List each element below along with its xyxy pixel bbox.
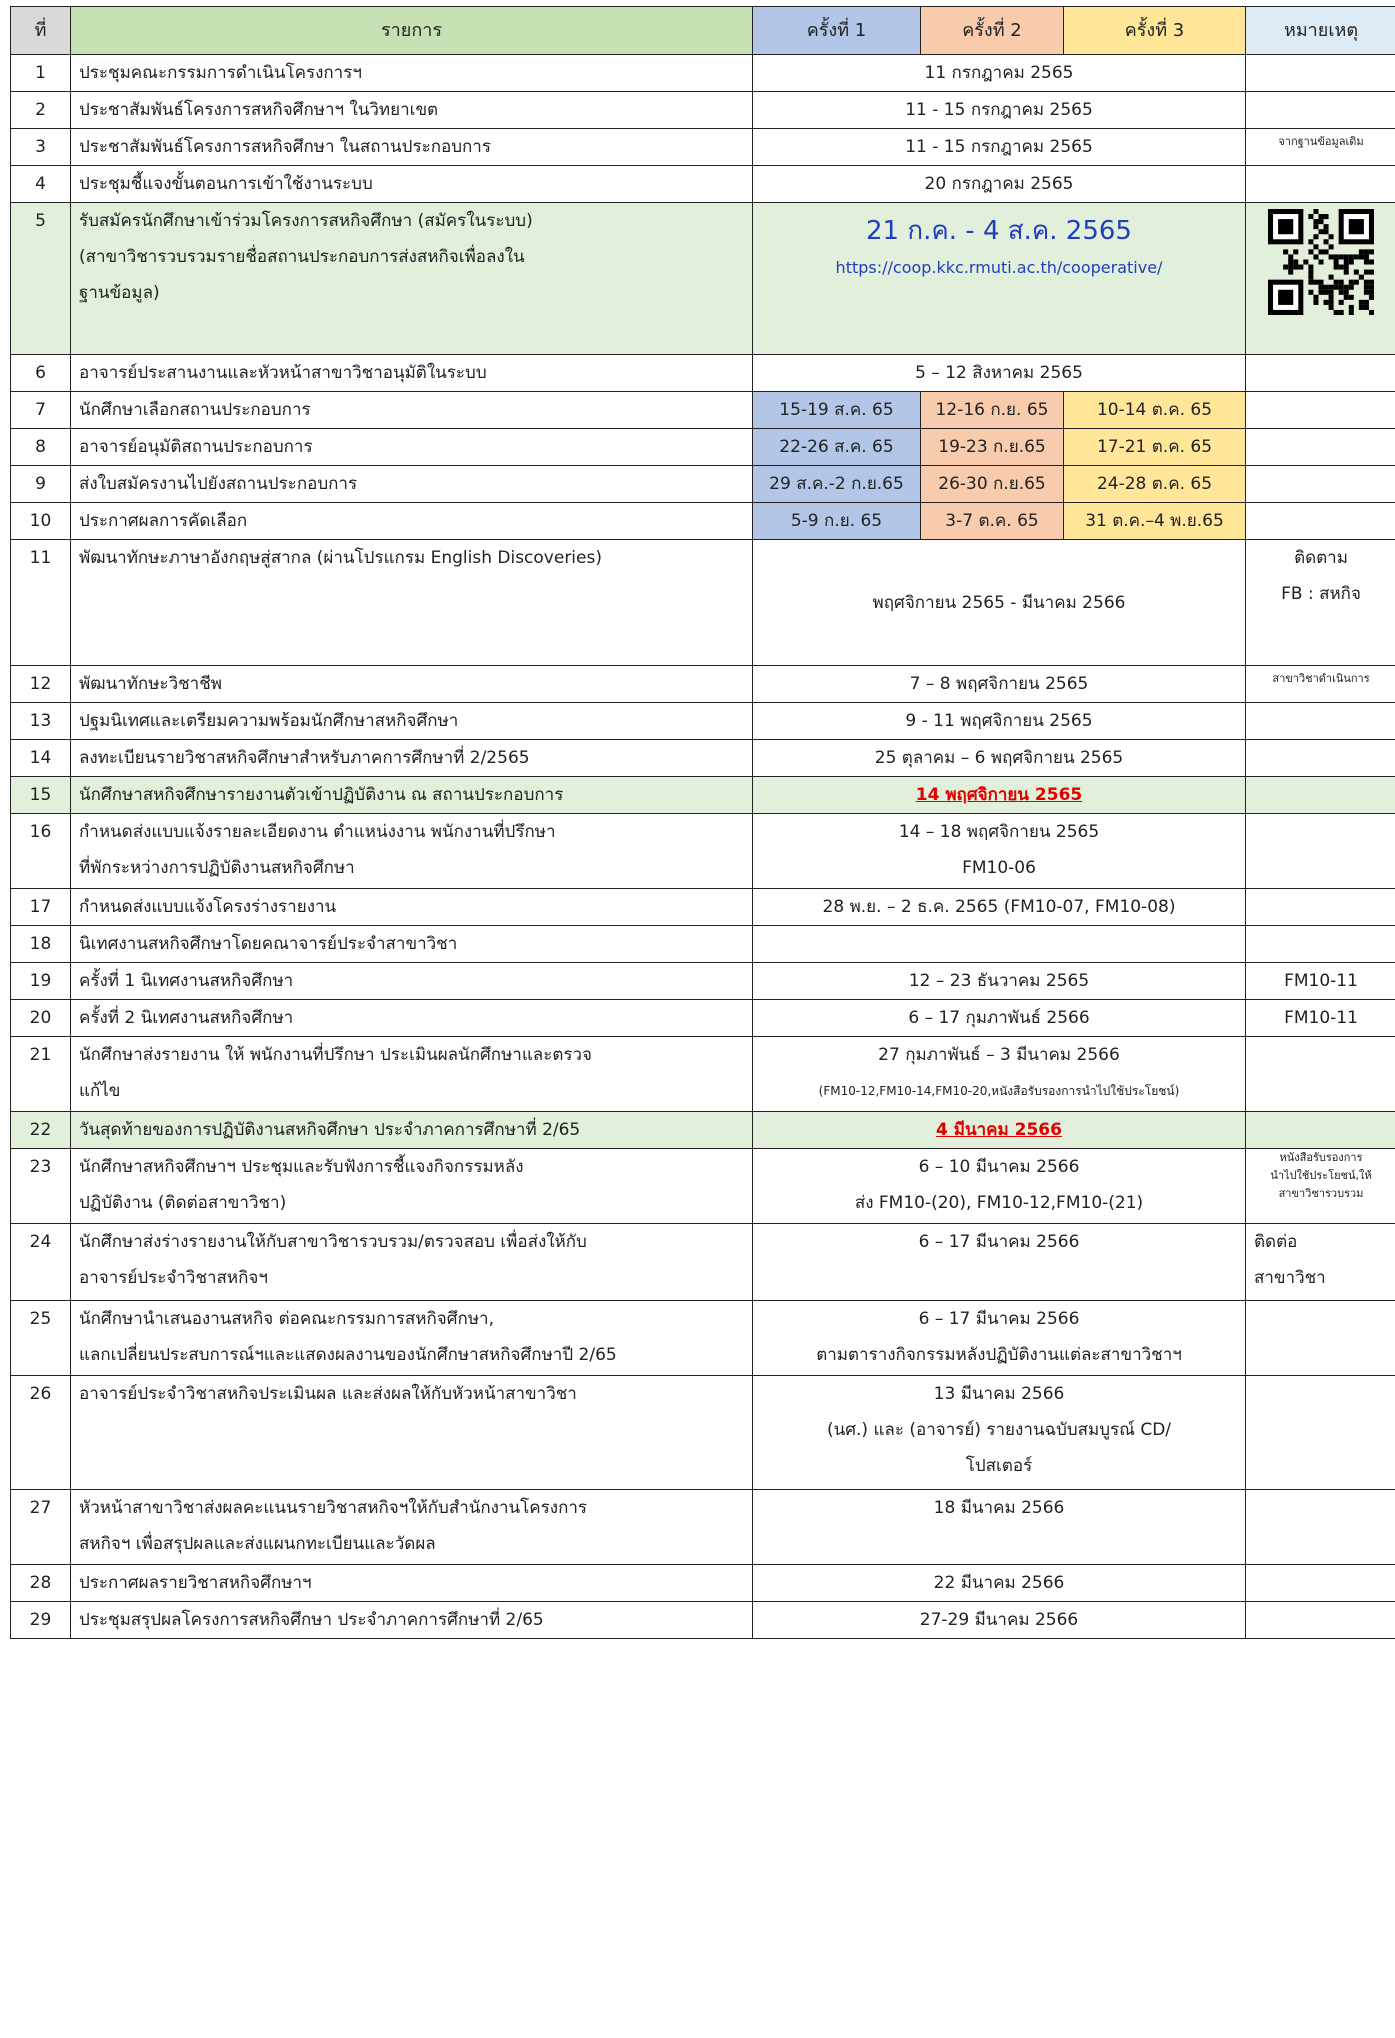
row-date xyxy=(753,1037,1246,1112)
remark-text: FM10-11 xyxy=(1284,971,1358,991)
round-1-date: 22-26 ส.ค. 65 xyxy=(753,429,921,466)
description-line: นักศึกษาสหกิจศึกษาฯ ประชุมและรับฟังการชี้แจงกิจกรรมหลัง xyxy=(79,1157,524,1177)
table-row xyxy=(11,1149,1395,1224)
row-number: 10 xyxy=(11,503,71,540)
table-row xyxy=(11,203,1395,355)
description-line: ประชาสัมพันธ์โครงการสหกิจศึกษา ในสถานประกอบการ xyxy=(79,137,491,157)
header-no: ที่ xyxy=(11,7,71,55)
row-description xyxy=(71,814,753,889)
date-line: 6 – 17 มีนาคม 2566 xyxy=(918,1232,1080,1252)
row-description xyxy=(71,1490,753,1565)
date-line: 20 กรกฎาคม 2565 xyxy=(924,174,1074,194)
row-remark xyxy=(1246,55,1395,92)
date-line: 11 - 15 กรกฎาคม 2565 xyxy=(905,100,1093,120)
table-row xyxy=(11,92,1395,129)
row-description xyxy=(71,1112,753,1149)
date-line: 25 ตุลาคม – 6 พฤศจิกายน 2565 xyxy=(874,748,1124,768)
row-date xyxy=(753,740,1246,777)
row-description xyxy=(71,466,753,503)
row-date xyxy=(753,703,1246,740)
remark-line: สาขาวิชา xyxy=(1254,1268,1326,1288)
schedule-table xyxy=(10,6,1395,1639)
row-remark xyxy=(1246,666,1395,703)
round-1-date: 29 ส.ค.-2 ก.ย.65 xyxy=(753,466,921,503)
description-line: อาจารย์ประจำวิชาสหกิจฯ xyxy=(79,1268,268,1288)
table-row xyxy=(11,1301,1395,1376)
row-remark xyxy=(1246,926,1395,963)
date-line: ตามตารางกิจกรรมหลังปฏิบัติงานแต่ละสาขาวิชาฯ xyxy=(816,1345,1182,1365)
row-remark xyxy=(1246,429,1395,466)
table-row xyxy=(11,1224,1395,1301)
table-row xyxy=(11,740,1395,777)
row-description xyxy=(71,1224,753,1301)
row-number: 5 xyxy=(11,203,71,355)
table-row xyxy=(11,814,1395,889)
row-remark xyxy=(1246,740,1395,777)
round-2-date: 12-16 ก.ย. 65 xyxy=(921,392,1064,429)
table-row xyxy=(11,1602,1395,1639)
description-line: ปฐมนิเทศและเตรียมความพร้อมนักศึกษาสหกิจศึกษา xyxy=(79,711,459,731)
table-header-row xyxy=(11,7,1395,55)
date-line: 14 – 18 พฤศจิกายน 2565 xyxy=(898,822,1100,842)
row-number: 29 xyxy=(11,1602,71,1639)
row-number: 7 xyxy=(11,392,71,429)
description-line: อาจารย์ประสานงานและหัวหน้าสาขาวิชาอนุมัติในระบบ xyxy=(79,363,487,383)
description-line: ประกาศผลการคัดเลือก xyxy=(79,511,248,531)
header-item: รายการ xyxy=(71,7,753,55)
row-description xyxy=(71,540,753,666)
description-line: ส่งใบสมัครงานไปยังสถานประกอบการ xyxy=(79,474,358,494)
table-row xyxy=(11,1000,1395,1037)
row-remark xyxy=(1246,1565,1395,1602)
row-date xyxy=(753,777,1246,814)
row-remark xyxy=(1246,92,1395,129)
row-date xyxy=(753,540,1246,666)
row-date xyxy=(753,1112,1246,1149)
date-note: (FM10-12,FM10-14,FM10-20,หนังสือรับรองการนำไปใช้ประโยชน์) xyxy=(818,1084,1180,1098)
row-remark xyxy=(1246,1490,1395,1565)
row-number: 6 xyxy=(11,355,71,392)
row-remark xyxy=(1246,703,1395,740)
date-line: พฤศจิกายน 2565 - มีนาคม 2566 xyxy=(872,592,1126,613)
row-description xyxy=(71,429,753,466)
table-row xyxy=(11,1565,1395,1602)
description-line: นักศึกษาสหกิจศึกษารายงานตัวเข้าปฏิบัติงาน ณ สถานประกอบการ xyxy=(79,785,564,805)
row-number: 17 xyxy=(11,889,71,926)
row-description xyxy=(71,392,753,429)
row-date xyxy=(753,1301,1246,1376)
row-remark xyxy=(1246,466,1395,503)
row-description xyxy=(71,1000,753,1037)
row-number: 9 xyxy=(11,466,71,503)
row-date xyxy=(753,55,1246,92)
description-line: นักศึกษานำเสนองานสหกิจ ต่อคณะกรรมการสหกิจศึกษา, xyxy=(79,1309,494,1329)
row-date xyxy=(753,1376,1246,1490)
description-line: ประชุมคณะกรรมการดำเนินโครงการฯ xyxy=(79,63,362,83)
table-row xyxy=(11,55,1395,92)
round-2-date: 3-7 ต.ค. 65 xyxy=(921,503,1064,540)
table-row xyxy=(11,540,1395,666)
row-description xyxy=(71,889,753,926)
row-date xyxy=(753,1000,1246,1037)
row-date xyxy=(753,814,1246,889)
row-number: 15 xyxy=(11,777,71,814)
row-date xyxy=(753,92,1246,129)
description-line: นักศึกษาส่งรายงาน ให้ พนักงานที่ปรึกษา ประเมินผลนักศึกษาและตรวจ xyxy=(79,1045,593,1065)
row-description xyxy=(71,703,753,740)
row-date xyxy=(753,166,1246,203)
round-3-date: 24-28 ต.ค. 65 xyxy=(1064,466,1246,503)
row-remark xyxy=(1246,355,1395,392)
row-number: 3 xyxy=(11,129,71,166)
date-line: 7 – 8 พฤศจิกายน 2565 xyxy=(909,674,1089,694)
row-description xyxy=(71,203,753,355)
description-line: สหกิจฯ เพื่อสรุปผลและส่งแผนกทะเบียนและวัดผล xyxy=(79,1534,436,1554)
application-period: 21 ก.ค. - 4 ส.ค. 2565 xyxy=(866,216,1132,246)
description-line: อาจารย์อนุมัติสถานประกอบการ xyxy=(79,437,313,457)
description-line: อาจารย์ประจำวิชาสหกิจประเมินผล และส่งผลให้กับหัวหน้าสาขาวิชา xyxy=(79,1384,577,1404)
header-round-3: ครั้งที่ 3 xyxy=(1064,7,1246,55)
table-row xyxy=(11,392,1395,429)
row-remark xyxy=(1246,540,1395,666)
description-line: ประชุมชี้แจงขั้นตอนการเข้าใช้งานระบบ xyxy=(79,174,373,194)
row-description xyxy=(71,1149,753,1224)
row-number: 1 xyxy=(11,55,71,92)
header-remark: หมายเหตุ xyxy=(1246,7,1395,55)
row-remark xyxy=(1246,1000,1395,1037)
date-line: 11 กรกฎาคม 2565 xyxy=(924,63,1074,83)
date-line: 11 - 15 กรกฎาคม 2565 xyxy=(905,137,1093,157)
table-row xyxy=(11,703,1395,740)
row-date xyxy=(753,926,1246,963)
row-number: 21 xyxy=(11,1037,71,1112)
table-row xyxy=(11,666,1395,703)
round-2-date: 19-23 ก.ย.65 xyxy=(921,429,1064,466)
remark-line: ติดตาม xyxy=(1294,548,1348,568)
coop-website-link[interactable]: https://coop.kkc.rmuti.ac.th/cooperative/ xyxy=(835,258,1163,277)
description-line: กำหนดส่งแบบแจ้งโครงร่างรายงาน xyxy=(79,897,337,917)
description-line: แก้ไข xyxy=(79,1081,121,1101)
description-line: นักศึกษาส่งร่างรายงานให้กับสาขาวิชารวบรวม/ตรวจสอบ เพื่อส่งให้กับ xyxy=(79,1232,587,1252)
description-line: (สาขาวิชารวบรวมรายชื่อสถานประกอบการส่งสหกิจเพื่อลงใน xyxy=(79,247,525,267)
date-line: 6 – 10 มีนาคม 2566 xyxy=(918,1157,1080,1177)
table-row xyxy=(11,926,1395,963)
row-remark xyxy=(1246,1037,1395,1112)
row-description xyxy=(71,92,753,129)
row-date xyxy=(753,1224,1246,1301)
row-number: 19 xyxy=(11,963,71,1000)
row-remark xyxy=(1246,963,1395,1000)
row-description xyxy=(71,1301,753,1376)
remark-line: FB : สหกิจ xyxy=(1281,584,1361,604)
row-remark xyxy=(1246,166,1395,203)
date-line: FM10-06 xyxy=(962,858,1036,878)
description-line: ประกาศผลรายวิชาสหกิจศึกษาฯ xyxy=(79,1573,312,1593)
row-date xyxy=(753,889,1246,926)
date-line: 27-29 มีนาคม 2566 xyxy=(919,1610,1079,1630)
header-round-1: ครั้งที่ 1 xyxy=(753,7,921,55)
row-description xyxy=(71,166,753,203)
row-date xyxy=(753,1149,1246,1224)
description-line: ครั้งที่ 1 นิเทศงานสหกิจศึกษา xyxy=(79,971,294,991)
row-number: 22 xyxy=(11,1112,71,1149)
row-remark xyxy=(1246,503,1395,540)
row-remark xyxy=(1246,203,1395,355)
remark-line: หนังสือรับรองการ xyxy=(1279,1151,1363,1164)
table-row xyxy=(11,889,1395,926)
row-date xyxy=(753,666,1246,703)
row-description xyxy=(71,740,753,777)
row-number: 28 xyxy=(11,1565,71,1602)
row-date xyxy=(753,355,1246,392)
row-description xyxy=(71,926,753,963)
row-remark xyxy=(1246,1376,1395,1490)
date-line: 12 – 23 ธันวาคม 2565 xyxy=(908,971,1090,991)
row-date xyxy=(753,1602,1246,1639)
header-round-2: ครั้งที่ 2 xyxy=(921,7,1064,55)
row-number: 24 xyxy=(11,1224,71,1301)
qr-code-icon[interactable] xyxy=(1268,209,1374,315)
table-row xyxy=(11,503,1395,540)
row-number: 25 xyxy=(11,1301,71,1376)
remark-line: นำไปใช้ประโยชน์,ให้ xyxy=(1270,1169,1372,1182)
description-line: พัฒนาทักษะวิชาชีพ xyxy=(79,674,222,694)
row-number: 14 xyxy=(11,740,71,777)
row-number: 13 xyxy=(11,703,71,740)
description-line: ปฏิบัติงาน (ติดต่อสาขาวิชา) xyxy=(79,1193,287,1213)
table-row xyxy=(11,466,1395,503)
key-date: 14 พฤศจิกายน 2565 xyxy=(915,785,1083,805)
table-row xyxy=(11,1112,1395,1149)
row-date xyxy=(753,203,1246,355)
date-line: 28 พ.ย. – 2 ธ.ค. 2565 (FM10-07, FM10-08) xyxy=(822,897,1176,917)
row-number: 26 xyxy=(11,1376,71,1490)
table-row xyxy=(11,1037,1395,1112)
remark-line: ติดต่อ xyxy=(1254,1232,1298,1252)
round-1-date: 5-9 ก.ย. 65 xyxy=(753,503,921,540)
table-row xyxy=(11,129,1395,166)
table-row xyxy=(11,963,1395,1000)
date-line: โปสเตอร์ xyxy=(965,1456,1033,1476)
row-remark xyxy=(1246,889,1395,926)
description-line: ประชาสัมพันธ์โครงการสหกิจศึกษาฯ ในวิทยาเขต xyxy=(79,100,439,120)
row-description xyxy=(71,1037,753,1112)
date-line: ส่ง FM10-(20), FM10-12,FM10-(21) xyxy=(854,1193,1144,1213)
row-remark xyxy=(1246,1602,1395,1639)
row-remark xyxy=(1246,1112,1395,1149)
row-remark xyxy=(1246,1224,1395,1301)
date-line: 22 มีนาคม 2566 xyxy=(933,1573,1065,1593)
date-line: 9 - 11 พฤศจิกายน 2565 xyxy=(905,711,1093,731)
row-description xyxy=(71,355,753,392)
row-number: 23 xyxy=(11,1149,71,1224)
row-description xyxy=(71,1602,753,1639)
remark-line: สาขาวิชารวบรวม xyxy=(1278,1187,1364,1200)
round-3-date: 31 ต.ค.–4 พ.ย.65 xyxy=(1064,503,1246,540)
table-row xyxy=(11,166,1395,203)
row-description xyxy=(71,666,753,703)
date-line: 6 – 17 กุมภาพันธ์ 2566 xyxy=(908,1008,1090,1028)
description-line: แลกเปลี่ยนประสบการณ์ฯและแสดงผลงานของนักศึกษาสหกิจศึกษาปี 2/65 xyxy=(79,1345,617,1365)
row-date xyxy=(753,1565,1246,1602)
row-number: 2 xyxy=(11,92,71,129)
round-3-date: 17-21 ต.ค. 65 xyxy=(1064,429,1246,466)
table-row xyxy=(11,777,1395,814)
description-line: รับสมัครนักศึกษาเข้าร่วมโครงการสหกิจศึกษา (สมัครในระบบ) xyxy=(79,211,533,231)
description-line: ลงทะเบียนรายวิชาสหกิจศึกษาสำหรับภาคการศึกษาที่ 2/2565 xyxy=(79,748,530,768)
date-line: 5 – 12 สิงหาคม 2565 xyxy=(915,363,1083,383)
row-remark xyxy=(1246,129,1395,166)
row-remark xyxy=(1246,1301,1395,1376)
row-description xyxy=(71,129,753,166)
row-date xyxy=(753,129,1246,166)
description-line: พัฒนาทักษะภาษาอังกฤษสู่สากล (ผ่านโปรแกรม English Discoveries) xyxy=(79,548,602,568)
row-description xyxy=(71,55,753,92)
row-remark xyxy=(1246,1149,1395,1224)
description-line: นักศึกษาเลือกสถานประกอบการ xyxy=(79,400,311,420)
row-number: 4 xyxy=(11,166,71,203)
row-remark xyxy=(1246,777,1395,814)
description-line: หัวหน้าสาขาวิชาส่งผลคะแนนรายวิชาสหกิจฯให้กับสำนักงานโครงการ xyxy=(79,1498,588,1518)
date-line: 6 – 17 มีนาคม 2566 xyxy=(918,1309,1080,1329)
date-line: 27 กุมภาพันธ์ – 3 มีนาคม 2566 xyxy=(878,1045,1120,1065)
row-number: 11 xyxy=(11,540,71,666)
description-line: นิเทศงานสหกิจศึกษาโดยคณาจารย์ประจำสาขาวิชา xyxy=(79,934,458,954)
date-line: 18 มีนาคม 2566 xyxy=(933,1498,1065,1518)
row-date xyxy=(753,1490,1246,1565)
round-2-date: 26-30 ก.ย.65 xyxy=(921,466,1064,503)
row-description xyxy=(71,963,753,1000)
row-number: 20 xyxy=(11,1000,71,1037)
round-1-date: 15-19 ส.ค. 65 xyxy=(753,392,921,429)
row-description xyxy=(71,777,753,814)
row-description xyxy=(71,1376,753,1490)
row-number: 16 xyxy=(11,814,71,889)
table-row xyxy=(11,355,1395,392)
key-date: 4 มีนาคม 2566 xyxy=(936,1120,1062,1140)
remark-text: FM10-11 xyxy=(1284,1008,1358,1028)
round-3-date: 10-14 ต.ค. 65 xyxy=(1064,392,1246,429)
description-line: กำหนดส่งแบบแจ้งรายละเอียดงาน ตำแหน่งงาน พนักงานที่ปรึกษา xyxy=(79,822,556,842)
remark-text: จากฐานข้อมูลเดิม xyxy=(1278,135,1364,148)
row-date xyxy=(753,963,1246,1000)
description-line: ที่พักระหว่างการปฏิบัติงานสหกิจศึกษา xyxy=(79,858,355,878)
date-line: 13 มีนาคม 2566 xyxy=(933,1384,1065,1404)
table-row xyxy=(11,1376,1395,1490)
row-number: 8 xyxy=(11,429,71,466)
row-remark xyxy=(1246,814,1395,889)
row-remark xyxy=(1246,392,1395,429)
row-number: 27 xyxy=(11,1490,71,1565)
row-description xyxy=(71,1565,753,1602)
remark-text: สาขาวิชาดำเนินการ xyxy=(1272,672,1370,685)
row-number: 12 xyxy=(11,666,71,703)
description-line: วันสุดท้ายของการปฏิบัติงานสหกิจศึกษา ประจำภาคการศึกษาที่ 2/65 xyxy=(79,1120,581,1140)
description-line: ครั้งที่ 2 นิเทศงานสหกิจศึกษา xyxy=(79,1008,294,1028)
date-line: (นศ.) และ (อาจารย์) รายงานฉบับสมบูรณ์ CD/ xyxy=(826,1420,1172,1440)
description-line: ฐานข้อมูล) xyxy=(79,283,160,303)
row-description xyxy=(71,503,753,540)
table-row xyxy=(11,429,1395,466)
table-row xyxy=(11,1490,1395,1565)
description-line: ประชุมสรุปผลโครงการสหกิจศึกษา ประจำภาคการศึกษาที่ 2/65 xyxy=(79,1610,544,1630)
row-number: 18 xyxy=(11,926,71,963)
